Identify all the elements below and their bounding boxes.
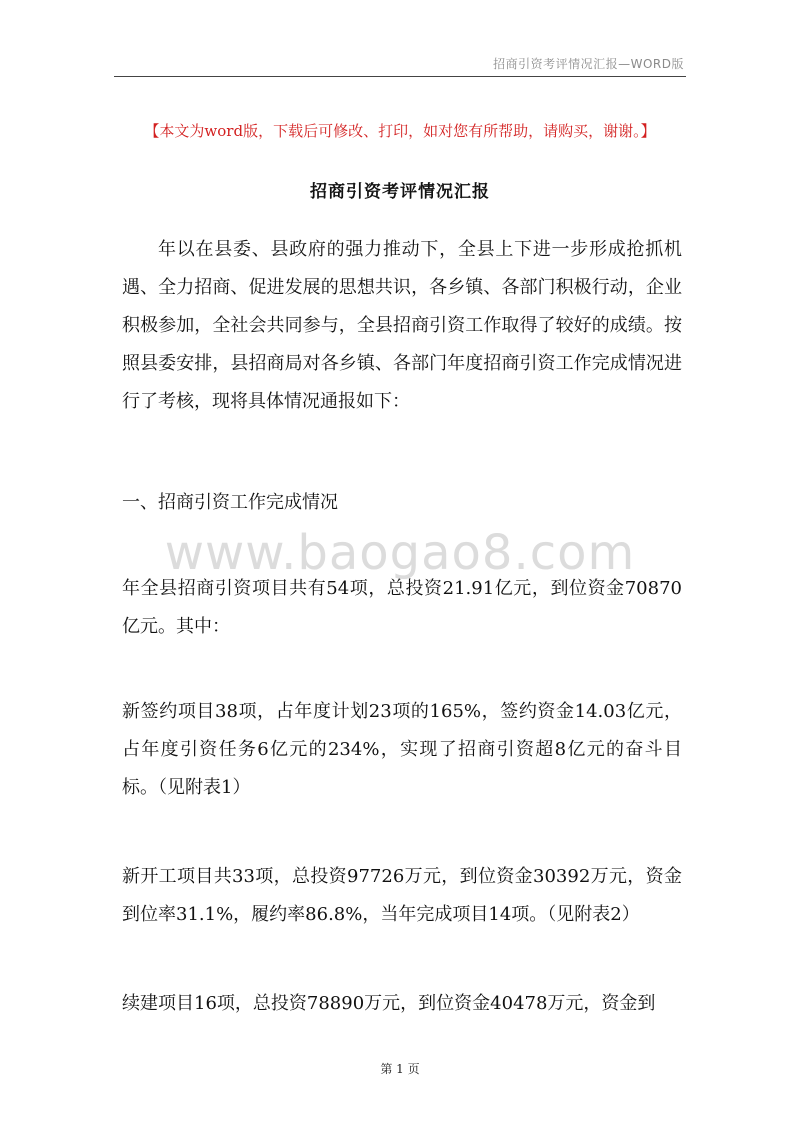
new-signed-paragraph: 新签约项目38项，占年度计划23项的165%，签约资金14.03亿元，占年度引资任务6亿元的234%，实现了招商引资超8亿元的奋斗目标。（见附表1） [122, 701, 682, 798]
page-number: 第 1 页 [380, 1062, 420, 1076]
continued-projects-paragraph: 续建项目16项，总投资78890万元，到位资金40478万元，资金到 [122, 993, 656, 1014]
intro-paragraph: 年以在县委、县政府的强力推动下，全县上下进一步形成抢抓机遇、全力招商、促进发展的思想共识，各乡镇、各部门积极行动，企业积极参加，全社会共同参与，全县招商引资工作取得了较好的成绩。按照县委安排，县招商局对各乡镇、各部门年度招商引资工作完成情况进行了考核，现将具体情况通报如下： [122, 239, 682, 412]
header-divider [114, 76, 686, 77]
watermark: www.baogao8.com [164, 525, 636, 581]
section-heading: 一、招商引资工作完成情况 [122, 492, 338, 513]
download-notice: 【本文为word版，下载后可修改、打印，如对您有所帮助，请购买，谢谢。】 [144, 122, 656, 140]
new-started-paragraph: 新开工项目共33项，总投资97726万元，到位资金30392万元，资金到位率31.1%，履约率86.8%，当年完成项目14项。（见附表2） [122, 866, 682, 925]
running-header: 招商引资考评情况汇报—WORD版 [493, 57, 684, 71]
total-projects-paragraph: 年全县招商引资项目共有54项，总投资21.91亿元，到位资金70870亿元。其中： [122, 578, 682, 637]
document-title: 招商引资考评情况汇报 [310, 182, 490, 202]
